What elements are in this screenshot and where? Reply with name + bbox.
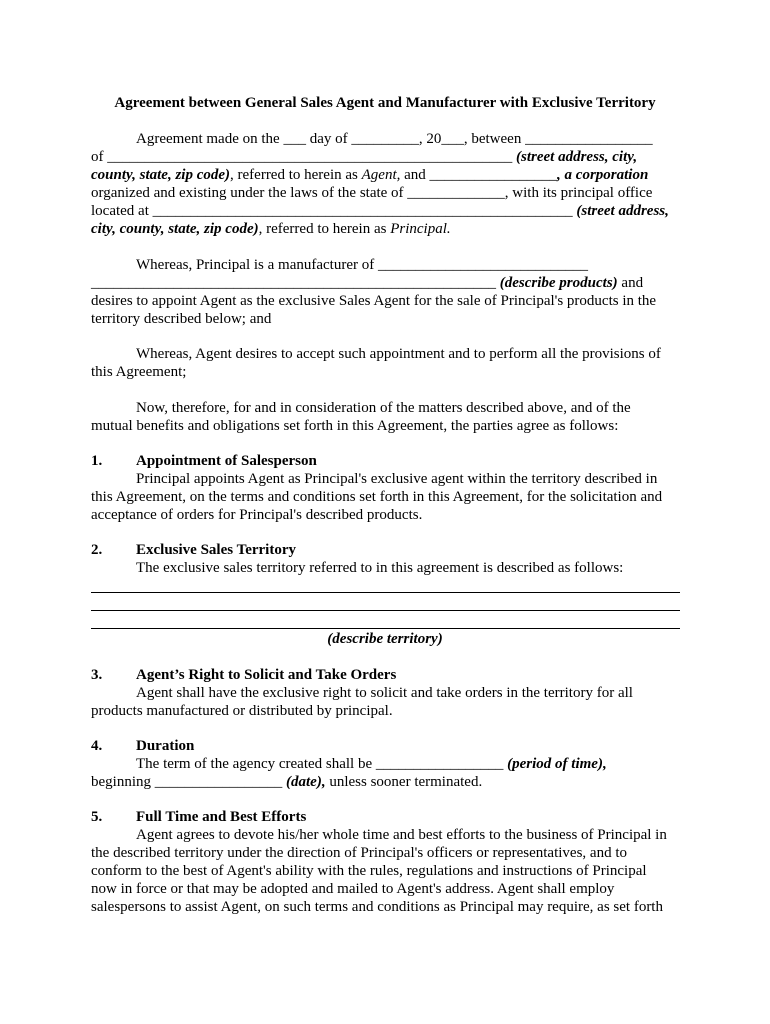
whereas1-line-2: ______________________________________________________ (describe products) and <box>91 275 644 291</box>
intro-line-3: county, state, zip code), referred to herein as Agent, and _________________, a corporation <box>91 167 649 183</box>
section-3-line-2: products manufactured or distributed by principal. <box>91 703 393 719</box>
territory-caption: (describe territory) <box>327 631 443 647</box>
section-5-line-1: Agent agrees to devote his/her whole time and best efforts to the business of Principal in <box>136 827 667 843</box>
section-5-heading: Full Time and Best Efforts <box>136 809 307 825</box>
section-1-line-3: acceptance of orders for Principal's described products. <box>91 507 423 523</box>
whereas1-line-3: desires to appoint Agent as the exclusive Sales Agent for the sale of Principal's products in the <box>91 293 657 309</box>
section-4-line-2: beginning _________________ (date), unless sooner terminated. <box>91 774 483 790</box>
section-2-line-1: The exclusive sales territory referred to in this agreement is described as follows: <box>136 560 624 576</box>
document-title: Agreement between General Sales Agent and Manufacturer with Exclusive Territory <box>114 95 656 111</box>
now-line-2: mutual benefits and obligations set forth in this Agreement, the parties agree as follows: <box>91 418 619 434</box>
section-3-line-1: Agent shall have the exclusive right to solicit and take orders in the territory for all <box>136 685 633 701</box>
territory-blank-line-2 <box>91 610 680 611</box>
whereas1-line-4: territory described below; and <box>91 311 272 327</box>
section-1-number: 1. <box>91 453 103 469</box>
whereas2-line-1: Whereas, Agent desires to accept such appointment and to perform all the provisions of <box>136 346 661 362</box>
section-2-heading: Exclusive Sales Territory <box>136 542 296 558</box>
now-line-1: Now, therefore, for and in consideration of the matters described above, and of the <box>136 400 631 416</box>
section-5-number: 5. <box>91 809 103 825</box>
section-3-number: 3. <box>91 667 103 683</box>
territory-blank-line-3 <box>91 628 680 629</box>
section-4-number: 4. <box>91 738 103 754</box>
section-5-line-2: the described territory under the direction of Principal's officers or representatives, and to <box>91 845 627 861</box>
whereas1-line-1: Whereas, Principal is a manufacturer of ____________________________ <box>136 257 588 273</box>
section-3-heading: Agent’s Right to Solicit and Take Orders <box>136 667 397 683</box>
whereas2-line-2: this Agreement; <box>91 364 187 380</box>
section-4-line-1: The term of the agency created shall be _________________ (period of time), <box>136 756 607 772</box>
section-5-line-5: salespersons to assist Agent, on such terms and conditions as Principal may require, as set forth <box>91 899 663 915</box>
intro-line-4: organized and existing under the laws of the state of _____________, with its principal office <box>91 185 653 201</box>
intro-line-1: Agreement made on the ___ day of _________, 20___, between _________________ <box>136 131 653 147</box>
intro-line-2: of ______________________________________________________ (street address, city, <box>91 149 638 165</box>
territory-blank-line-1 <box>91 592 680 593</box>
section-2-number: 2. <box>91 542 103 558</box>
section-5-line-4: now in force or that may be adopted and mailed to Agent's address. Agent shall employ <box>91 881 615 897</box>
section-1-heading: Appointment of Salesperson <box>136 453 317 469</box>
section-1-line-2: this Agreement, on the terms and conditions set forth in this Agreement, for the solicitation and <box>91 489 663 505</box>
intro-line-6: city, county, state, zip code), referred to herein as Principal. <box>91 221 451 237</box>
section-4-heading: Duration <box>136 738 195 754</box>
intro-line-5: located at ________________________________________________________ (street address, <box>91 203 669 219</box>
section-5-line-3: conform to the best of Agent's ability with the rules, regulations and instructions of Principal <box>91 863 647 879</box>
section-1-line-1: Principal appoints Agent as Principal's exclusive agent within the territory described in <box>136 471 658 487</box>
